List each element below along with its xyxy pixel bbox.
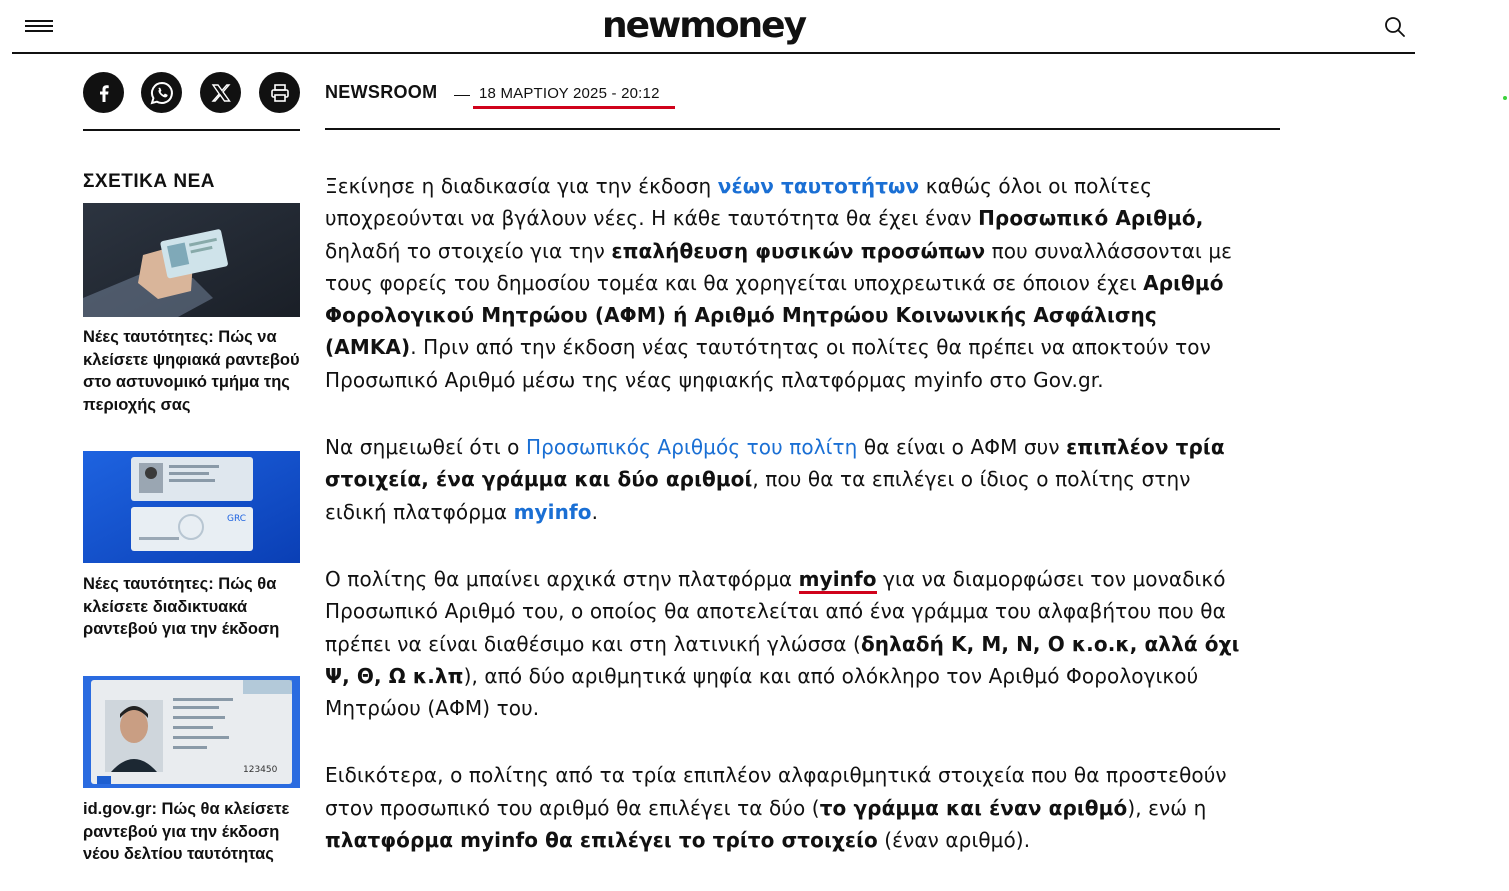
related-image-3[interactable] — [83, 676, 300, 788]
hamburger-icon[interactable] — [25, 20, 53, 34]
link-new-ids[interactable]: νέων ταυτοτήτων — [717, 174, 920, 198]
related-image-1[interactable] — [83, 203, 300, 317]
site-header — [12, 0, 1415, 54]
myinfo-highlight: myinfo — [799, 567, 877, 594]
author-name[interactable]: NEWSROOM — [325, 82, 438, 102]
divider — [325, 128, 1280, 130]
related-image-2[interactable] — [83, 451, 300, 563]
article-body — [325, 170, 1255, 891]
article-paragraph: Ξεκίνησε η διαδικασία για την έκδοση νέων ταυτοτήτων καθώς όλοι οι πολίτες υποχρεούνται να βγάλουν νέες. Η κάθε ταυτότητα θα έχει έναν Προσωπικό Αριθμό, δηλαδή το στοιχείο για την επαλήθευση φυσικών προσώπων που συναλλάσσονται με τους φορείς του δημοσίου τομέα και θα χορηγείται υποχρεωτικά σε όποιον έχει Αριθμό Φορολογικού Μητρώου (ΑΦΜ) ή Αριθμό Μητρώου Κοινωνικής Ασφάλισης (ΑΜΚΑ). Πριν από την έκδοση νέας ταυτότητας οι πολίτες θα πρέπει να αποκτούν τον Προσωπικό Αριθμό μέσω της νέας ψηφιακής πλατφόρμας myinfo στο Gov.gr. — [325, 174, 1233, 392]
status-dot — [1503, 96, 1507, 100]
related-caption-2[interactable]: Νέες ταυτότητες: Πώς θα κλείσετε διαδικτυακά ραντεβού για την έκδοση — [83, 575, 280, 638]
divider — [83, 129, 300, 131]
publish-date: 18 ΜΑΡΤΙΟΥ 2025 - 20:12 — [479, 85, 660, 102]
link-personal-number[interactable]: Προσωπικός Αριθμός του πολίτη — [525, 435, 858, 460]
link-myinfo[interactable]: myinfo — [513, 499, 592, 524]
article-paragraph: Να σημειωθεί ότι ο Προσωπικός Αριθμός του πολίτη θα είναι ο ΑΦΜ συν επιπλέον τρία στοιχεία, ένα γράμμα και δύο αριθμοί, που θα τα επιλέγει ο ίδιος ο πολίτης στην ειδική πλατφόρμα myinfo. — [325, 435, 1225, 524]
whatsapp-icon[interactable] — [141, 72, 182, 113]
share-bar — [83, 72, 300, 112]
related-caption-1[interactable]: Νέες ταυτότητες: Πώς να κλείσετε ψηφιακά ραντεβού στο αστυνομικό τμήμα της περιοχής σας — [83, 328, 300, 414]
byline-dash — [454, 95, 470, 96]
x-icon[interactable] — [200, 72, 241, 113]
card-country-code: GRC — [227, 514, 247, 524]
site-logo[interactable]: newmoney — [602, 5, 806, 46]
article-paragraph: Ειδικότερα, ο πολίτης από τα τρία επιπλέον αλφαριθμητικά στοιχεία που θα προστεθούν στον προσωπικό του αριθμό θα επιλέγει τα δύο (το γράμμα και έναν αριθμό), ενώ η πλατφόρμα myinfo θα επιλέγει το τρίτο στοιχείο (έναν αριθμό). — [325, 763, 1227, 853]
related-caption-3[interactable]: id.gov.gr: Πώς θα κλείσετε ραντεβού για την έκδοση νέου δελτίου ταυτότητας — [83, 800, 290, 863]
facebook-icon[interactable] — [83, 72, 124, 113]
article-paragraph: Ο πολίτης θα μπαίνει αρχικά στην πλατφόρμα myinfo για να διαμορφώσει τον μοναδικό Προσωπικό Αριθμό του, ο οποίος θα αποτελείται από ένα γράμμα του αλφαβήτου που θα πρέπει να είναι διαθέσιμο και στη λατινική γλώσσα (δηλαδή Κ, Μ, Ν, Ο κ.ο.κ, αλλά όχι Ψ, Θ, Ω κ.λπ), από δύο αριθμητικά ψηφία και από ολόκληρο τον Αριθμό Φορολογικού Μητρώου (ΑΦΜ) του. — [325, 566, 1240, 721]
search-icon[interactable] — [1384, 16, 1406, 38]
related-title: ΣΧΕΤΙΚΑ ΝΕΑ — [83, 171, 215, 192]
print-icon[interactable] — [259, 72, 300, 113]
date-highlight — [473, 106, 675, 109]
card-id-number: 123450 — [243, 765, 278, 775]
